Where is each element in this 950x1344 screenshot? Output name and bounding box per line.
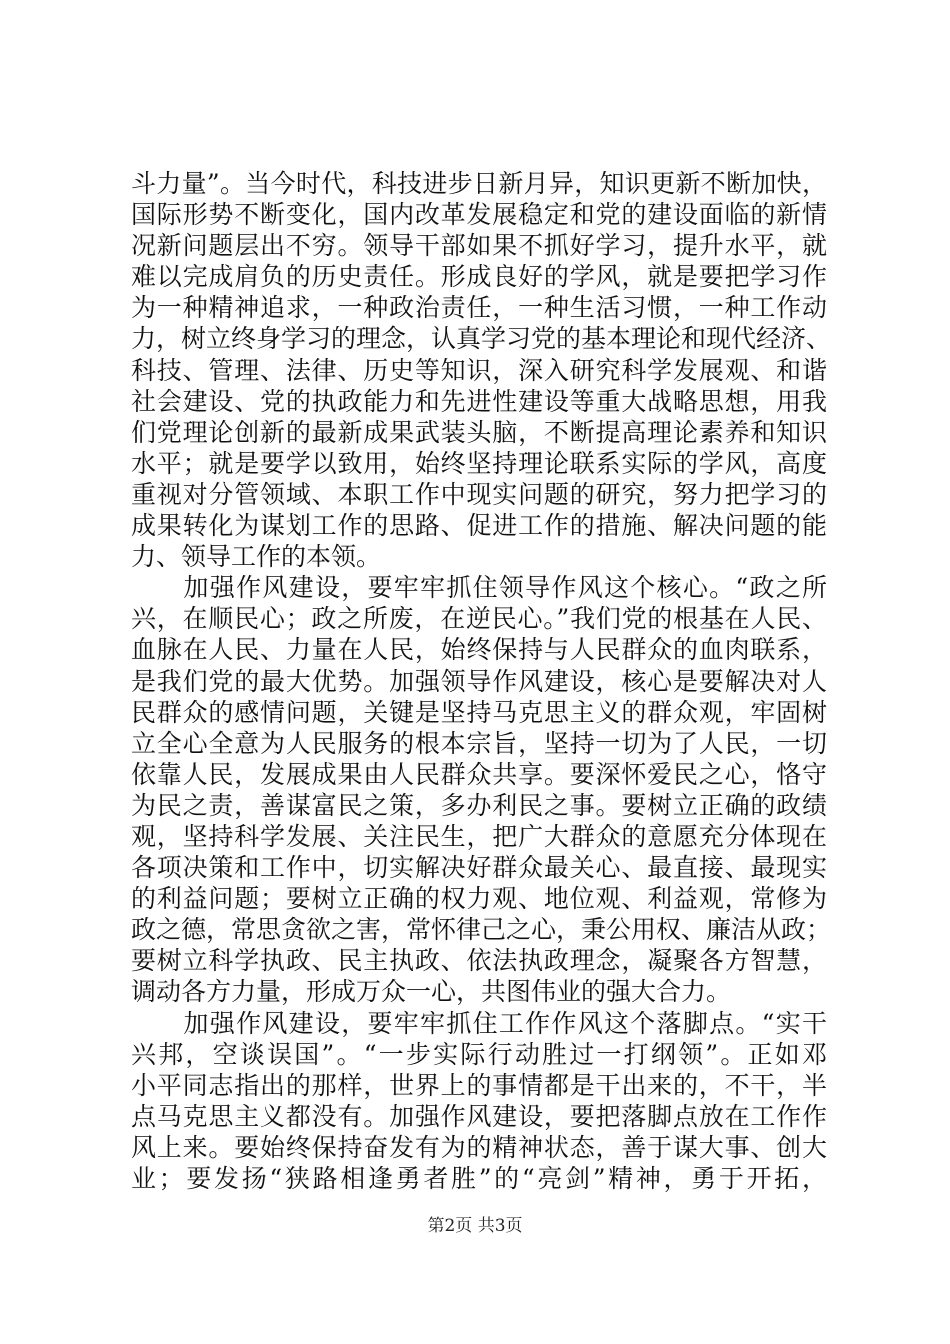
text-line: 力，树立终身学习的理念，认真学习党的基本理论和现代经济、 <box>131 324 832 354</box>
text-line: 力、领导工作的本领。 <box>131 542 382 572</box>
body-text <box>131 168 832 1194</box>
text-line: 调动各方力量，形成万众一心，共图伟业的强大合力。 <box>131 977 732 1007</box>
text-line: 加强作风建设，要牢牢抓住领导作风这个核心。“政之所 <box>131 573 827 603</box>
text-line: 加强作风建设，要牢牢抓住工作作风这个落脚点。“实干 <box>131 1008 827 1038</box>
text-line: 兴邦，空谈误国”。“一步实际行动胜过一打纲领”。正如邓 <box>131 1039 827 1069</box>
text-line: 况新问题层出不穷。领导干部如果不抓好学习，提升水平，就 <box>131 231 827 261</box>
text-line: 依靠人民，发展成果由人民群众共享。要深怀爱民之心，恪守 <box>131 759 827 789</box>
text-line: 为一种精神追求，一种政治责任，一种生活习惯，一种工作动 <box>131 293 827 323</box>
text-line: 国际形势不断变化，国内改革发展稳定和党的建设面临的新情 <box>131 200 827 230</box>
text-line: 难以完成肩负的历史责任。形成良好的学风，就是要把学习作 <box>131 262 827 292</box>
text-line: 风上来。要始终保持奋发有为的精神状态，善于谋大事、创大 <box>131 1132 827 1162</box>
text-line: 点马克思主义都没有。加强作风建设，要把落脚点放在工作作 <box>131 1101 827 1131</box>
text-line: 立全心全意为人民服务的根本宗旨，坚持一切为了人民，一切 <box>131 728 827 758</box>
text-line: 要树立科学执政、民主执政、依法执政理念，凝聚各方智慧， <box>131 946 827 976</box>
text-line: 为民之责，善谋富民之策，多办利民之事。要树立正确的政绩 <box>131 790 827 820</box>
text-line: 水平；就是要学以致用，始终坚持理论联系实际的学风，高度 <box>131 448 827 478</box>
text-line: 观，坚持科学发展、关注民生，把广大群众的意愿充分体现在 <box>131 821 827 851</box>
text-line: 成果转化为谋划工作的思路、促进工作的措施、解决问题的能 <box>131 511 827 541</box>
text-line: 社会建设、党的执政能力和先进性建设等重大战略思想，用我 <box>131 386 827 416</box>
text-line: 科技、管理、法律、历史等知识，深入研究科学发展观、和谐 <box>131 355 827 385</box>
text-line: 兴，在顺民心；政之所废，在逆民心。”我们党的根基在人民、 <box>131 604 827 634</box>
text-line: 重视对分管领域、本职工作中现实问题的研究，努力把学习的 <box>131 479 827 509</box>
text-line: 的利益问题；要树立正确的权力观、地位观、利益观，常修为 <box>131 884 827 914</box>
text-line: 血脉在人民、力量在人民，始终保持与人民群众的血肉联系， <box>131 635 827 665</box>
text-line: 业；要发扬“狭路相逢勇者胜”的“亮剑”精神，勇于开拓， <box>131 1164 827 1193</box>
text-line: 们党理论创新的最新成果武装头脑，不断提高理论素养和知识 <box>131 417 827 447</box>
text-line: 政之德，常思贪欲之害，常怀律己之心，秉公用权、廉洁从政； <box>131 915 832 945</box>
text-line: 民群众的感情问题，关键是坚持马克思主义的群众观，牢固树 <box>131 697 827 727</box>
text-line: 各项决策和工作中，切实解决好群众最关心、最直接、最现实 <box>131 853 827 883</box>
page-footer: 第2页 共3页 <box>427 1216 523 1236</box>
text-line: 小平同志指出的那样，世界上的事情都是干出来的，不干，半 <box>131 1070 827 1100</box>
text-line: 是我们党的最大优势。加强领导作风建设，核心是要解决对人 <box>131 666 827 696</box>
text-line: 斗力量”。当今时代，科技进步日新月异，知识更新不断加快， <box>131 169 827 198</box>
